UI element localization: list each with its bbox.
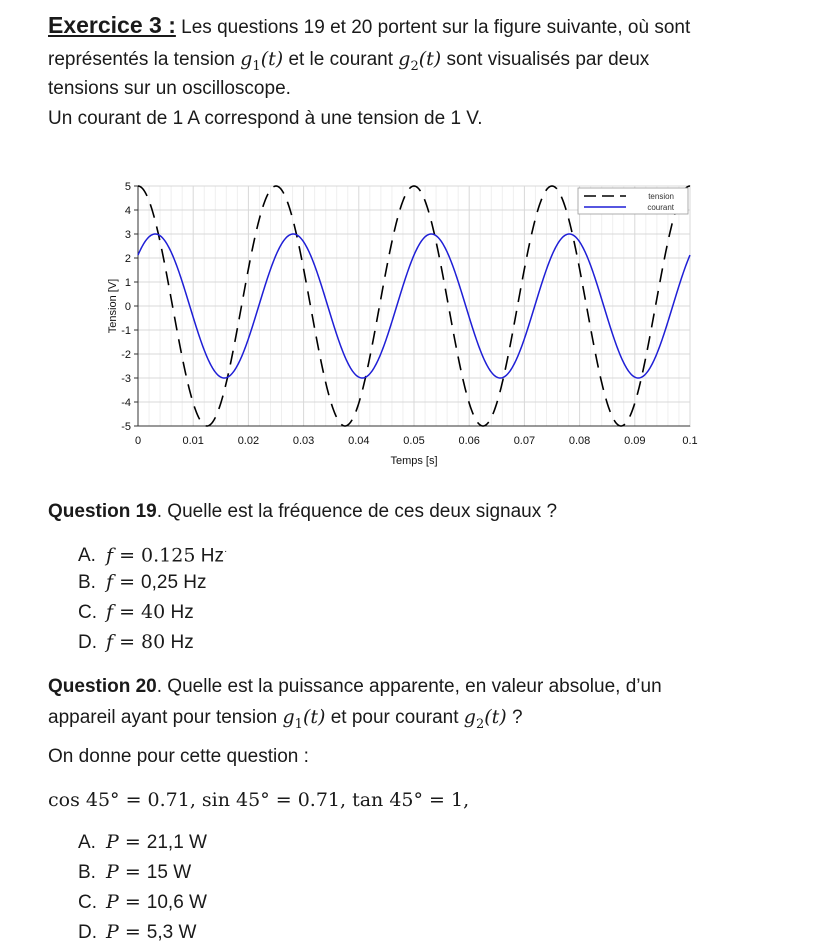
option-unit: Hz (165, 632, 194, 653)
option-letter: B. (78, 572, 96, 593)
option-equals: = (118, 891, 147, 913)
option-letter: A. (78, 545, 96, 567)
option-number: 0.125 (141, 544, 196, 567)
y-tick-label: 3 (124, 229, 131, 241)
y-tick-label: 4 (124, 205, 131, 217)
option-variable: f (106, 571, 114, 593)
q20-line-1 (48, 672, 662, 702)
g1-symbol-q20: $g_1(t)$ (282, 706, 326, 732)
y-tick-label: 5 (124, 181, 131, 193)
g2-symbol-q20: $g_2(t)$ (463, 706, 507, 732)
x-axis-label: Temps [s] (390, 455, 438, 467)
option-value: 21,1 W (146, 832, 207, 853)
y-tick-label: -2 (121, 349, 131, 361)
option-equals: = (118, 921, 147, 943)
x-tick-label: 0.1 (682, 435, 698, 447)
option-number: 40 (141, 601, 166, 623)
x-tick-label: 0.06 (458, 435, 480, 447)
x-tick-label: 0.07 (513, 435, 536, 447)
x-tick-label: 0.01 (182, 435, 204, 447)
intro-text-2c: sont visualisés par deux (446, 49, 650, 70)
option-unit: Hz (195, 545, 224, 567)
q19-label: Question 19 (48, 501, 157, 522)
option-unit: 0,25 Hz (141, 572, 207, 593)
y-tick-label: 0 (124, 301, 131, 313)
option-unit: Hz (165, 602, 194, 623)
intro-text-2a: représentés la tension (48, 49, 235, 70)
option-value: 10,6 W (146, 892, 207, 913)
q20-option (78, 857, 191, 888)
x-tick-label: 0.09 (624, 435, 646, 447)
q20-text-2c: ? (506, 707, 523, 728)
intro-line-3: tensions sur un oscilloscope. (48, 78, 291, 99)
y-tick-label: 2 (124, 253, 131, 265)
q19-option (78, 627, 194, 658)
x-tick-label: 0.08 (568, 435, 591, 447)
y-tick-label: -3 (121, 373, 131, 385)
x-tick-label: 0.04 (348, 435, 370, 447)
y-tick-label: -4 (121, 397, 131, 409)
q20-option (78, 917, 196, 948)
q19-line (48, 497, 557, 527)
option-value: 5,3 W (146, 922, 197, 943)
option-variable: f (106, 631, 114, 653)
chart-grid (138, 186, 690, 426)
q20-option (78, 887, 207, 918)
q20-option (78, 827, 207, 858)
option-equals: = (113, 631, 142, 653)
option-variable: P (106, 831, 119, 853)
g2-symbol: $g_2(t)$ (398, 48, 442, 74)
chart-legend (578, 188, 688, 214)
option-letter: D. (78, 632, 97, 653)
x-tick-label: 0.03 (292, 435, 315, 447)
option-number: 80 (141, 631, 166, 653)
option-variable: P (106, 891, 119, 913)
option-letter: A. (78, 832, 96, 853)
option-letter: D. (78, 922, 97, 943)
y-tick-label: -5 (121, 421, 131, 433)
q20-line-2 (48, 702, 523, 740)
option-mark: · (223, 546, 228, 557)
y-tick-label: -1 (121, 325, 131, 337)
intro-text-1: Les questions 19 et 20 portent sur la figure suivante, où sont (181, 17, 691, 38)
option-variable: P (106, 861, 119, 883)
option-equals: = (113, 544, 142, 567)
legend-label-tension: tension (648, 192, 674, 201)
q20-text-1: . Quelle est la puissance apparente, en valeur absolue, d’un (156, 676, 662, 697)
q19-option (78, 597, 194, 628)
q20-text-2b: et pour courant (330, 707, 459, 728)
option-variable: f (106, 544, 114, 567)
legend-label-courant: courant (647, 203, 674, 212)
option-equals: = (113, 571, 142, 593)
option-letter: B. (78, 862, 96, 883)
x-tick-label: 0.02 (237, 435, 260, 447)
g1-symbol: $g_1(t)$ (240, 48, 284, 74)
intro-text-2b: et le courant (288, 49, 394, 70)
q20-text-2a: appareil ayant pour tension (48, 707, 278, 728)
y-tick-label: 1 (124, 277, 131, 289)
q20-label: Question 20 (48, 676, 157, 697)
x-tick-label: 0.05 (403, 435, 425, 447)
option-letter: C. (78, 602, 97, 623)
q19-text: . Quelle est la fréquence de ces deux signaux ? (156, 501, 558, 522)
q20-given: On donne pour cette question : (48, 746, 309, 767)
option-variable: P (106, 921, 119, 943)
option-equals: = (118, 861, 147, 883)
q20-formula: cos 45° = 0.71, sin 45° = 0.71, tan 45° = 1, (48, 789, 470, 811)
x-tick-label: 0 (134, 435, 142, 447)
option-equals: = (113, 601, 142, 623)
option-variable: f (106, 601, 114, 623)
q19-option (78, 567, 207, 598)
y-axis-label: Tension [V] (107, 278, 119, 334)
intro-line-1 (48, 10, 690, 43)
option-letter: C. (78, 892, 97, 913)
oscilloscope-chart (100, 178, 710, 468)
option-value: 15 W (146, 862, 192, 883)
option-equals: = (118, 831, 147, 853)
intro-line-4: Un courant de 1 A correspond à une tension de 1 V. (48, 108, 483, 129)
exercise-title: Exercice 3 : (48, 12, 176, 38)
